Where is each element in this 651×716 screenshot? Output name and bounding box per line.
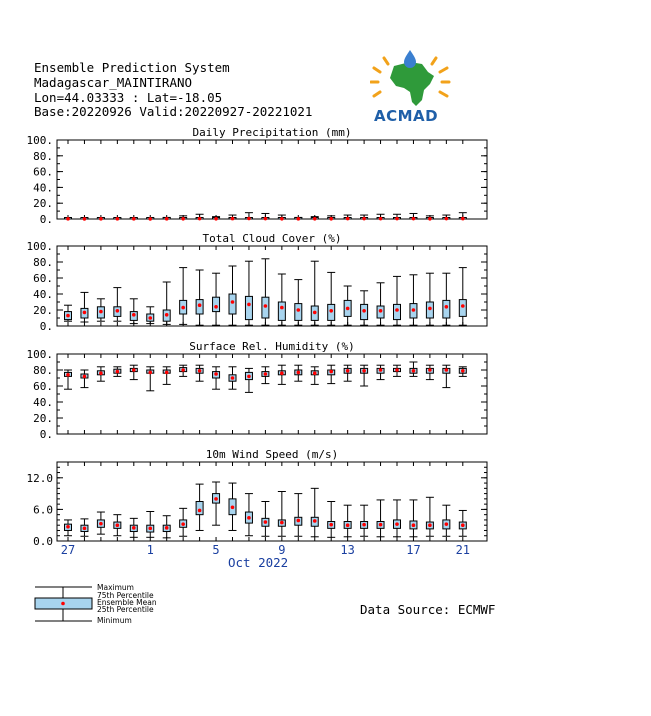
y-tick-label: 20. <box>33 304 53 317</box>
mean-marker <box>329 309 333 313</box>
mean-marker <box>132 217 136 221</box>
mean-marker <box>395 217 399 221</box>
mean-marker <box>329 370 333 374</box>
x-tick-label: 21 <box>455 543 471 557</box>
mean-marker <box>346 369 350 373</box>
y-tick-label: 12.0 <box>26 471 53 485</box>
mean-marker <box>412 308 416 312</box>
panel-frame <box>57 140 487 219</box>
mean-marker <box>445 522 449 526</box>
mean-marker <box>198 303 202 307</box>
y-tick-label: 80. <box>33 364 53 377</box>
mean-marker <box>83 311 87 315</box>
mean-marker <box>214 305 218 309</box>
mean-marker <box>395 522 399 526</box>
mean-marker <box>198 509 202 513</box>
panel-title: Total Cloud Cover (%) <box>202 232 342 245</box>
y-tick-label: 100. <box>26 348 53 361</box>
mean-marker <box>362 369 366 373</box>
iqr-box <box>213 297 220 311</box>
y-tick-label: 60. <box>33 165 53 179</box>
mean-marker <box>445 368 449 372</box>
mean-marker <box>264 304 268 308</box>
mean-marker <box>83 217 87 221</box>
panel-title: 10m Wind Speed (m/s) <box>205 448 339 461</box>
legend-label: Maximum <box>97 583 134 592</box>
mean-marker <box>264 372 268 376</box>
y-tick-label: 0. <box>39 213 53 226</box>
mean-marker <box>412 523 416 527</box>
mean-marker <box>313 217 317 221</box>
mean-marker <box>99 310 103 314</box>
header-line-dates: Base:20220926 Valid:20220927-20221021 <box>34 104 313 119</box>
mean-marker <box>247 516 251 520</box>
mean-marker <box>280 371 284 375</box>
mean-marker <box>313 311 317 315</box>
mean-marker <box>379 368 383 372</box>
mean-marker <box>116 309 120 313</box>
iqr-box <box>278 302 285 320</box>
x-tick-label: 5 <box>212 543 220 557</box>
mean-marker <box>66 217 70 221</box>
y-tick-label: 0. <box>39 428 53 441</box>
x-tick-label: 17 <box>406 543 421 557</box>
mean-marker <box>181 217 185 221</box>
mean-marker <box>445 305 449 309</box>
panel-title: Surface Rel. Humidity (%) <box>189 340 355 353</box>
y-tick-label: 40. <box>33 396 53 409</box>
iqr-box <box>459 300 466 317</box>
mean-marker <box>83 375 87 379</box>
mean-marker <box>99 217 103 221</box>
mean-marker <box>362 217 366 221</box>
iqr-box <box>295 304 302 321</box>
mean-marker <box>297 371 301 375</box>
mean-marker <box>329 523 333 527</box>
mean-marker <box>362 523 366 527</box>
mean-marker <box>181 306 185 310</box>
y-tick-label: 40. <box>33 288 53 301</box>
mean-marker <box>280 306 284 310</box>
mean-marker <box>198 217 202 221</box>
mean-marker <box>214 217 218 221</box>
mean-marker <box>247 303 251 307</box>
mean-marker <box>148 371 152 375</box>
mean-marker <box>132 368 136 372</box>
mean-marker <box>231 217 235 221</box>
panel-title: Daily Precipitation (mm) <box>192 126 352 139</box>
mean-marker <box>297 217 301 221</box>
mean-marker <box>280 521 284 525</box>
mean-marker <box>231 505 235 509</box>
mean-marker <box>99 371 103 375</box>
mean-marker <box>247 375 251 379</box>
y-tick-label: 60. <box>33 272 53 285</box>
mean-marker <box>428 523 432 527</box>
mean-marker <box>297 519 301 523</box>
mean-marker <box>148 316 152 320</box>
y-tick-label: 6.0 <box>33 503 53 517</box>
y-tick-label: 80. <box>33 256 53 269</box>
iqr-box <box>394 304 401 319</box>
iqr-box <box>443 300 450 318</box>
iqr-box <box>229 294 236 314</box>
mean-marker <box>165 371 169 375</box>
mean-marker <box>132 313 136 317</box>
legend-label: 75th Percentile <box>97 591 154 600</box>
mean-marker <box>247 217 251 221</box>
mean-marker <box>231 300 235 304</box>
mean-marker <box>395 368 399 372</box>
x-axis-month-label: Oct 2022 <box>228 555 289 570</box>
mean-marker <box>198 369 202 373</box>
mean-marker <box>181 522 185 526</box>
mean-marker <box>264 217 268 221</box>
mean-marker <box>165 217 169 221</box>
mean-marker <box>165 526 169 530</box>
mean-marker <box>214 372 218 376</box>
mean-marker <box>132 526 136 530</box>
y-tick-label: 80. <box>33 149 53 163</box>
x-tick-label: 27 <box>60 543 76 557</box>
mean-marker <box>428 217 432 221</box>
mean-marker <box>83 527 87 531</box>
y-tick-label: 100. <box>26 134 53 147</box>
legend-mean-marker <box>61 602 65 606</box>
mean-marker <box>329 217 333 221</box>
panel-frame <box>57 462 487 541</box>
mean-marker <box>165 313 169 317</box>
panel-frame <box>57 246 487 326</box>
y-tick-label: 20. <box>33 197 53 211</box>
mean-marker <box>461 304 465 308</box>
mean-marker <box>313 371 317 375</box>
legend-label: Minimum <box>97 616 132 625</box>
mean-marker <box>461 217 465 221</box>
mean-marker <box>148 527 152 531</box>
mean-marker <box>116 370 120 374</box>
x-tick-label: 1 <box>146 543 154 557</box>
mean-marker <box>412 369 416 373</box>
panel-frame <box>57 354 487 434</box>
mean-marker <box>313 519 317 523</box>
x-tick-label: 9 <box>278 543 286 557</box>
mean-marker <box>346 307 350 311</box>
mean-marker <box>66 525 70 529</box>
x-tick-label: 13 <box>340 543 355 557</box>
mean-marker <box>461 523 465 527</box>
mean-marker <box>280 217 284 221</box>
mean-marker <box>148 217 152 221</box>
mean-marker <box>379 309 383 313</box>
legend-label: Ensemble Mean <box>97 598 157 607</box>
mean-marker <box>181 368 185 372</box>
mean-marker <box>346 523 350 527</box>
mean-marker <box>346 217 350 221</box>
mean-marker <box>395 308 399 312</box>
legend-label: 25th Percentile <box>97 605 154 614</box>
mean-marker <box>379 523 383 527</box>
y-tick-label: 20. <box>33 412 53 425</box>
mean-marker <box>231 376 235 380</box>
mean-marker <box>428 307 432 311</box>
iqr-box <box>196 502 203 515</box>
iqr-box <box>245 296 252 319</box>
header-line-station: Madagascar_MAINTIRANO <box>34 75 193 90</box>
mean-marker <box>66 373 70 377</box>
y-tick-label: 60. <box>33 380 53 393</box>
y-tick-label: 100. <box>26 240 53 253</box>
data-source: Data Source: ECMWF <box>360 602 496 617</box>
mean-marker <box>445 217 449 221</box>
mean-marker <box>214 497 218 501</box>
mean-marker <box>461 369 465 373</box>
y-tick-label: 0. <box>39 320 53 333</box>
mean-marker <box>428 368 432 372</box>
mean-marker <box>379 217 383 221</box>
header-line-coords: Lon=44.03333 : Lat=-18.05 <box>34 90 223 105</box>
mean-marker <box>264 520 268 524</box>
mean-marker <box>412 217 416 221</box>
acmad-logo-text: ACMAD <box>374 107 439 125</box>
mean-marker <box>116 523 120 527</box>
mean-marker <box>297 308 301 312</box>
header-line-title: Ensemble Prediction System <box>34 60 230 75</box>
y-tick-label: 0.0 <box>33 535 53 548</box>
mean-marker <box>362 309 366 313</box>
mean-marker <box>116 217 120 221</box>
y-tick-label: 40. <box>33 181 53 195</box>
mean-marker <box>99 522 103 526</box>
mean-marker <box>66 314 70 318</box>
